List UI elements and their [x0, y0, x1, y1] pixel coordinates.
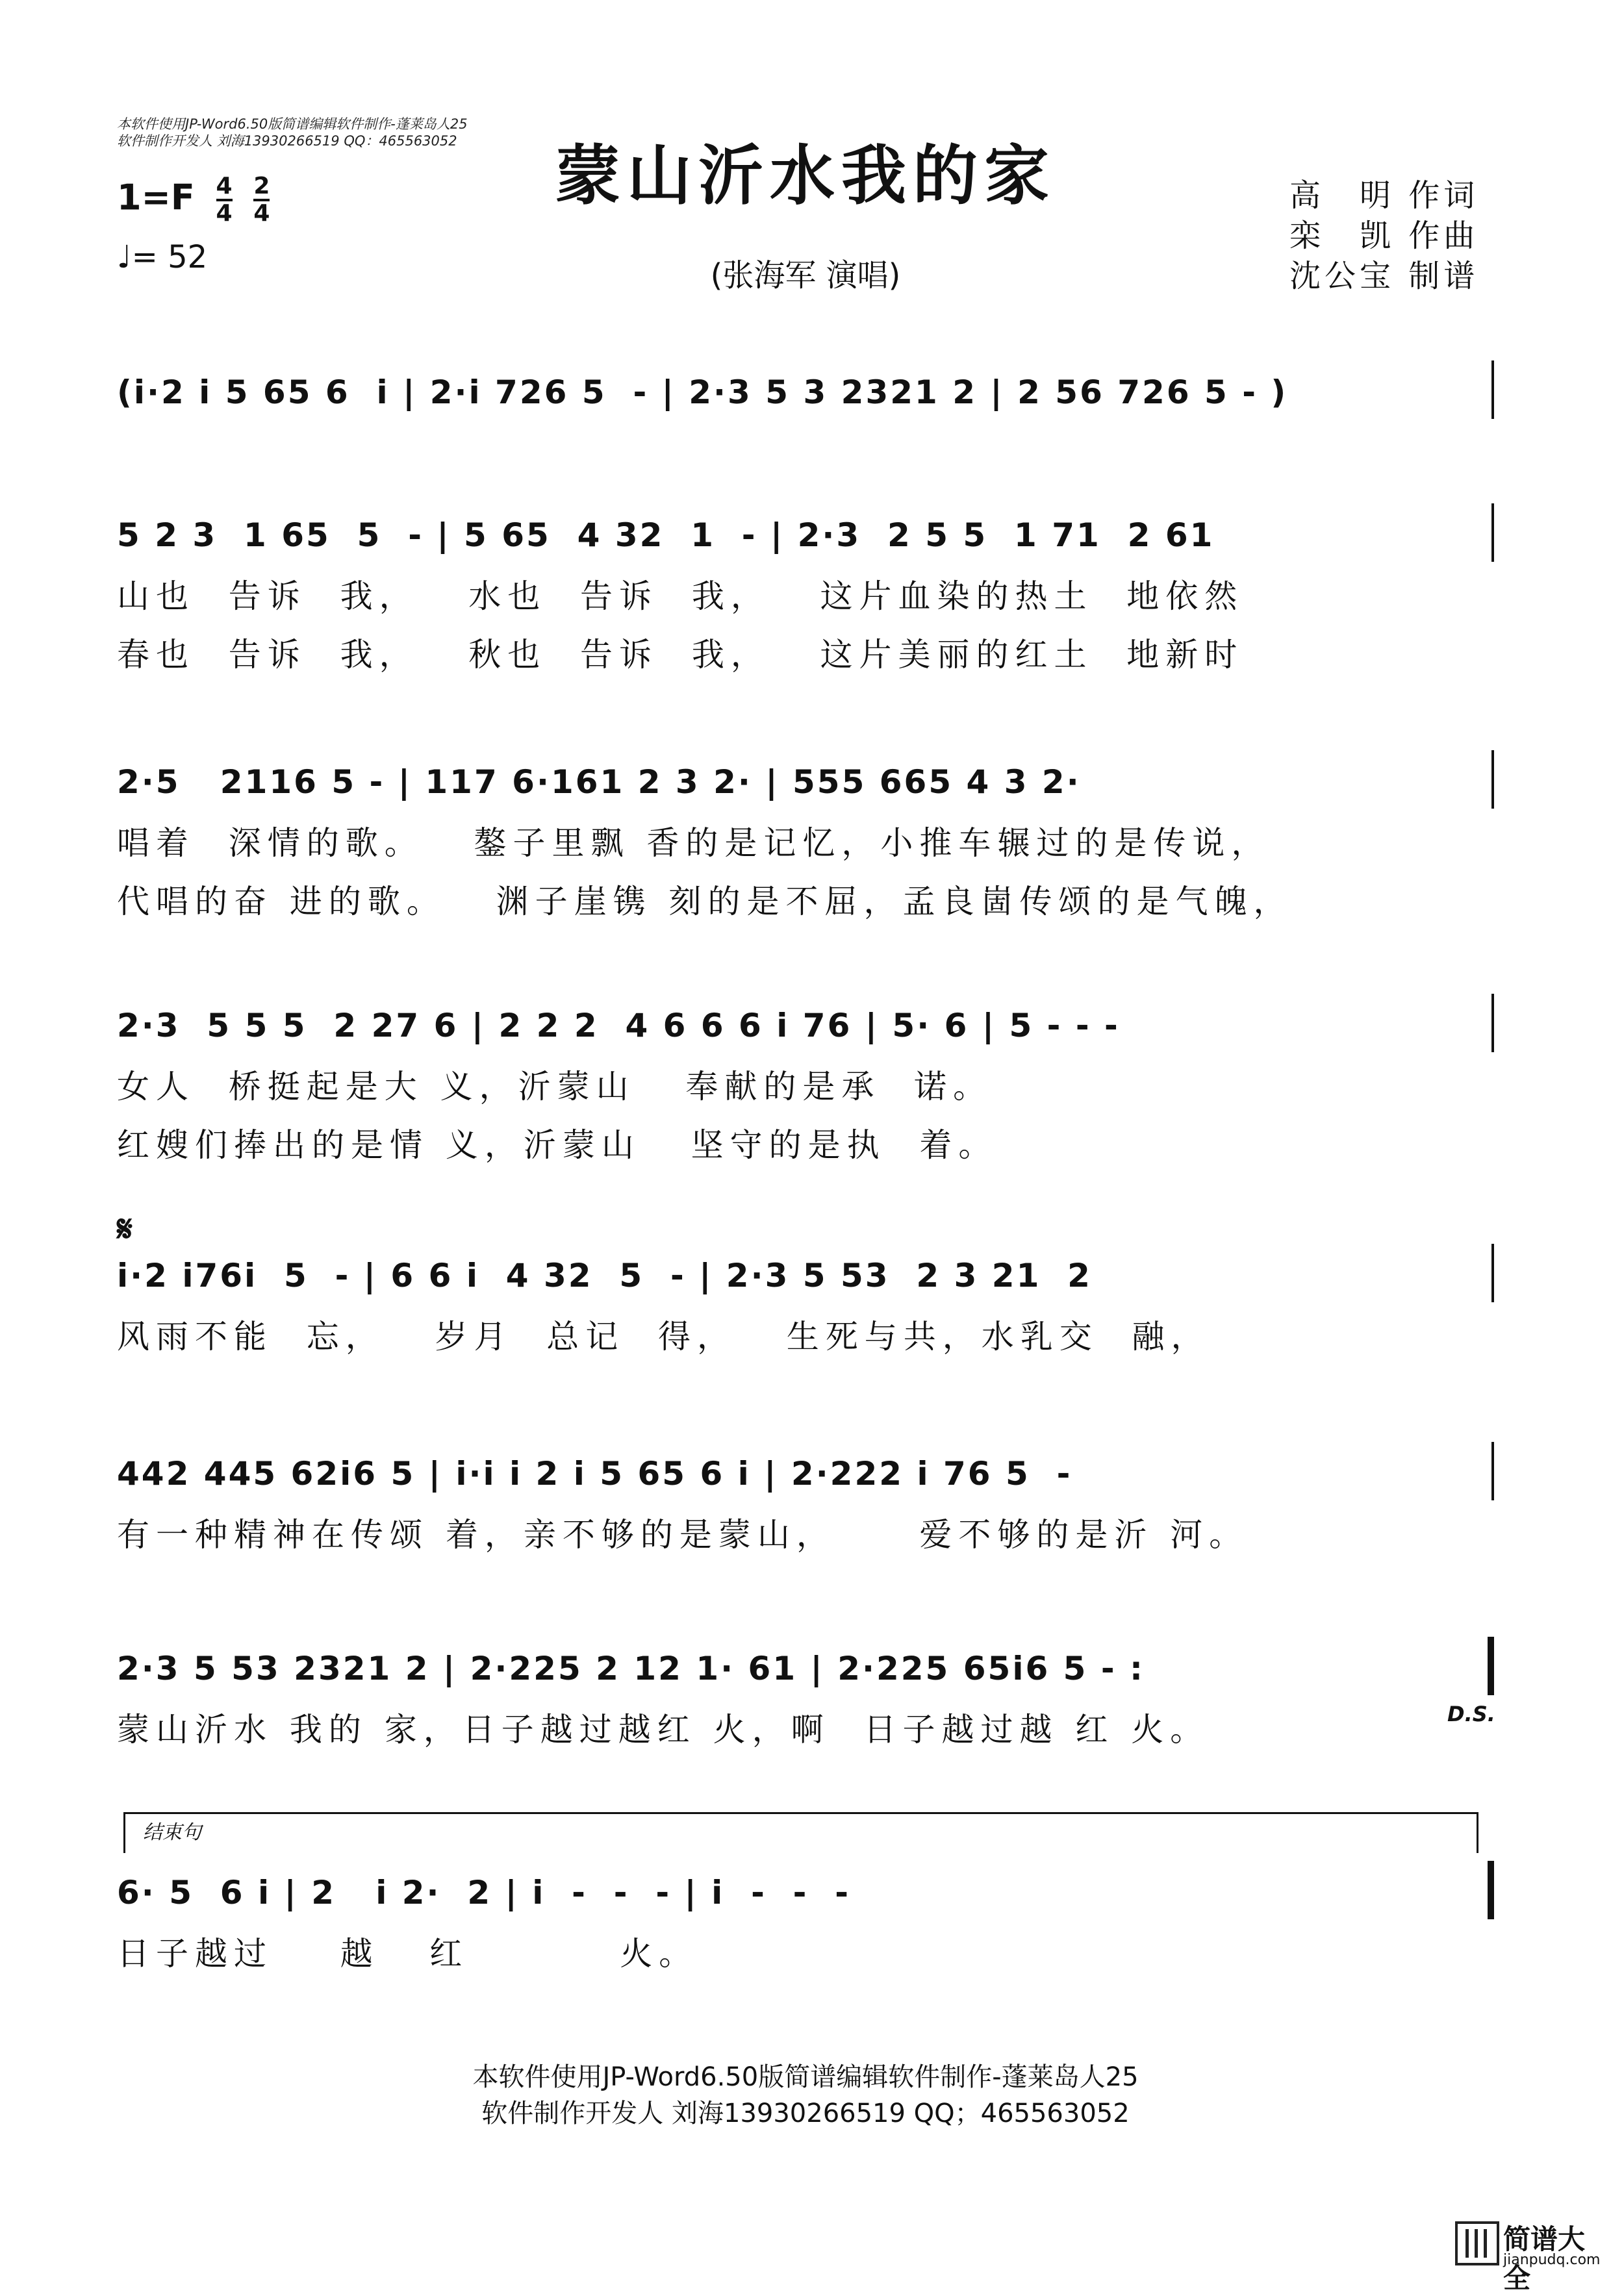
piano-keys-icon — [1455, 2221, 1499, 2265]
barline — [1491, 750, 1494, 809]
ending-label: 结束句 — [143, 1821, 201, 1844]
final-barline — [1488, 1861, 1494, 1919]
lyric-row-5: 风雨不能 忘， 岁月 总记 得， 生死与共，水乳交 融， — [117, 1318, 1210, 1356]
footer — [0, 2059, 1611, 2132]
score-row-1 — [117, 373, 1494, 438]
lyric-row-3-verse-1: 唱着 深情的歌。 鏊子里飘 香的是记忆，小推车辗过的是传说， — [117, 824, 1271, 862]
repeat-barline — [1488, 1637, 1494, 1695]
notes-row-2: 5 2 3 1 65 5 - | 5 65 4 32 1 - | 2·3 2 5 5 1 71 2 61 — [117, 516, 1215, 554]
key-signature — [117, 174, 270, 226]
lyric-row-6: 有一种精神在传颂 着，亲不够的是蒙山， 爱不够的是沂 河。 — [117, 1516, 1249, 1554]
barline — [1491, 1244, 1494, 1302]
lyric-row-4-verse-1: 女人 桥挺起是大 义，沂蒙山 奉献的是承 诺。 — [117, 1068, 993, 1105]
barline — [1491, 503, 1494, 562]
notes-row-6: 442 445 62i6 5 | i·i i 2 i 5 65 6 i | 2·222 i 76 5 - — [117, 1455, 1072, 1493]
composer: 栾 凯 作曲 — [1289, 218, 1479, 254]
meter2-bottom: 4 — [253, 200, 270, 227]
footer-line2: 软件制作开发人 刘海13930266519 QQ；465563052 — [481, 2099, 1130, 2128]
lyric-row-8: 日子越过 越 红 火。 — [117, 1935, 698, 1973]
notes-row-7: 2·3 5 53 2321 2 | 2·225 2 12 1· 61 | 2·225 65i6 5 - : — [117, 1650, 1145, 1687]
ds-mark: D.S. — [1447, 1702, 1495, 1726]
meter-2-4 — [253, 174, 270, 226]
site-logo — [1455, 2218, 1601, 2294]
notes-row-4: 2·3 5 5 5 2 27 6 | 2 2 2 4 6 6 6 i 76 | 5· 6 | 5 - - - — [117, 1007, 1120, 1044]
meter1-top: 4 — [216, 173, 233, 199]
quarter-note-icon: ♩ — [117, 239, 132, 275]
meter1-bottom: 4 — [216, 200, 233, 227]
logo-url: jianpudq.com — [1503, 2252, 1601, 2268]
logo-name: 简谱大全 — [1503, 2223, 1586, 2294]
notes-row-3: 2·5 2116 5 - | 117 6·161 2 3 2· | 555 665 4 3 2· — [117, 763, 1081, 801]
song-title: 蒙山沂水我的家 — [555, 137, 1056, 214]
notes-row-5: i·2 i76i 5 - | 6 6 i 4 32 5 - | 2·3 5 53 2 3 21 2 — [117, 1257, 1092, 1294]
notes-row-8: 6· 5 6 i | 2 i 2· 2 | i - - - | i - - - — [117, 1874, 850, 1911]
tempo-value: = 52 — [131, 239, 208, 275]
credits — [1289, 175, 1478, 296]
arranger: 沈公宝 制谱 — [1289, 258, 1479, 294]
singer-note: (张海军 演唱) — [710, 257, 901, 294]
barline — [1491, 360, 1494, 419]
notes-row-1: (i·2 i 5 65 6 i | 2·i 726 5 - | 2·3 5 3 2321 2 | 2 56 726 5 - ) — [117, 373, 1288, 411]
ending-bracket — [123, 1812, 1478, 1853]
lyricist: 高 明 作词 — [1289, 177, 1479, 214]
lyric-row-4-verse-2: 红嫂们捧出的是情 义，沂蒙山 坚守的是执 着。 — [117, 1126, 998, 1164]
key-label: 1=F — [117, 177, 195, 218]
software-credit-line1: 本软件使用JP-Word6.50版简谱编辑软件制作-蓬莱岛人25 — [117, 116, 468, 132]
segno-icon: 𝄋 — [117, 1208, 133, 1250]
footer-line1: 本软件使用JP-Word6.50版简谱编辑软件制作-蓬莱岛人25 — [472, 2062, 1139, 2092]
lyric-row-3-verse-2: 代唱的奋 进的歌。 渊子崖镌 刻的是不屈，孟良崮传颂的是气魄， — [117, 883, 1293, 920]
barline — [1491, 1442, 1494, 1500]
lyric-row-2-verse-2: 春也 告诉 我， 秋也 告诉 我， 这片美丽的红土 地新时 — [117, 636, 1244, 674]
meter-4-4 — [216, 174, 233, 226]
software-credit-line2: 软件制作开发人 刘海13930266519 QQ：465563052 — [117, 133, 457, 149]
meter2-top: 2 — [253, 173, 270, 199]
tempo-mark — [117, 239, 207, 275]
lyric-row-2-verse-1: 山也 告诉 我， 水也 告诉 我， 这片血染的热土 地依然 — [117, 577, 1244, 615]
barline — [1491, 994, 1494, 1052]
lyric-row-7: 蒙山沂水 我的 家，日子越过越红 火，啊 日子越过越 红 火。 — [117, 1711, 1210, 1748]
